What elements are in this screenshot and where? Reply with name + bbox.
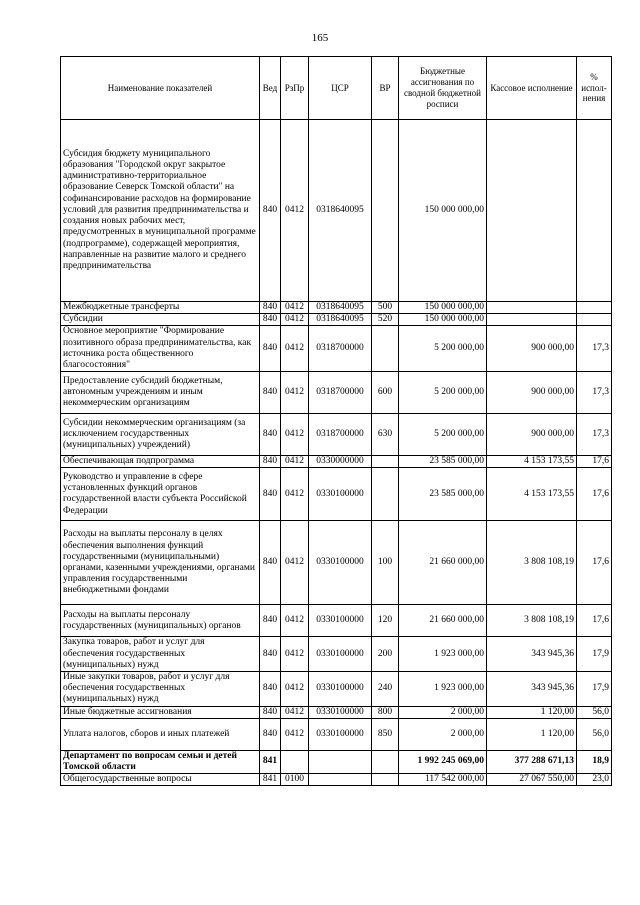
header-csr: ЦСР (309, 57, 372, 120)
row-assignment: 5 200 000,00 (399, 372, 487, 414)
table-row (61, 774, 612, 786)
row-cash-execution: 3 808 108,19 (487, 521, 577, 605)
row-rzpr: 0412 (281, 302, 309, 314)
row-ved: 840 (260, 456, 281, 468)
row-vr: 100 (372, 521, 399, 605)
row-name: Расходы на выплаты персоналу государственных (муниципальных) органов (61, 605, 260, 637)
table-row (61, 372, 612, 414)
budget-table (60, 56, 612, 786)
row-cash-execution: 4 153 173,55 (487, 468, 577, 521)
row-vr (372, 120, 399, 302)
row-vr: 520 (372, 314, 399, 326)
row-vr: 240 (372, 672, 399, 707)
row-assignment: 23 585 000,00 (399, 456, 487, 468)
row-percent: 56,0 (577, 706, 612, 718)
table-row (61, 637, 612, 672)
row-rzpr: 0412 (281, 414, 309, 456)
row-ved: 840 (260, 414, 281, 456)
row-rzpr: 0412 (281, 314, 309, 326)
row-name: Субсидии некоммерческим организациям (за исключением государственных (муниципальных) учреждений) (61, 414, 260, 456)
row-ved: 840 (260, 672, 281, 707)
table-row (61, 302, 612, 314)
row-name: Субсидии (61, 314, 260, 326)
row-name: Межбюджетные трансферты (61, 302, 260, 314)
row-name: Основное мероприятие "Формирование позитивного образа предпринимательства, как источника роста общественного благосостояния" (61, 326, 260, 372)
row-rzpr: 0412 (281, 326, 309, 372)
row-percent: 56,0 (577, 718, 612, 750)
row-csr: 0318640095 (309, 120, 372, 302)
row-csr (309, 774, 372, 786)
row-ved: 840 (260, 372, 281, 414)
row-csr: 0318640095 (309, 314, 372, 326)
header-ved: Вед (260, 57, 281, 120)
table-row (61, 314, 612, 326)
row-name: Руководство и управление в сфере установленных функций органов государственной власти субъекта Российской Федерации (61, 468, 260, 521)
row-name: Иные закупки товаров, работ и услуг для обеспечения государственных (муниципальных) нужд (61, 672, 260, 707)
row-cash-execution: 4 153 173,55 (487, 456, 577, 468)
row-vr: 120 (372, 605, 399, 637)
row-percent: 17,6 (577, 468, 612, 521)
row-assignment: 21 660 000,00 (399, 605, 487, 637)
row-percent: 23,0 (577, 774, 612, 786)
row-rzpr: 0412 (281, 372, 309, 414)
row-assignment: 23 585 000,00 (399, 468, 487, 521)
table-row (61, 456, 612, 468)
row-csr: 0330100000 (309, 637, 372, 672)
row-name: Уплата налогов, сборов и иных платежей (61, 718, 260, 750)
row-cash-execution: 27 067 550,00 (487, 774, 577, 786)
row-assignment: 1 992 245 069,00 (399, 750, 487, 773)
row-cash-execution: 343 945,36 (487, 672, 577, 707)
header-cash-execution: Кассовое исполнение (487, 57, 577, 120)
table-row (61, 414, 612, 456)
row-vr (372, 774, 399, 786)
row-assignment: 2 000,00 (399, 718, 487, 750)
row-percent: 17,9 (577, 637, 612, 672)
row-vr (372, 456, 399, 468)
row-name: Общегосударственные вопросы (61, 774, 260, 786)
row-vr: 630 (372, 414, 399, 456)
row-csr: 0318700000 (309, 414, 372, 456)
table-row (61, 706, 612, 718)
table-row (61, 521, 612, 605)
row-percent: 17,3 (577, 372, 612, 414)
row-rzpr: 0412 (281, 637, 309, 672)
row-rzpr: 0412 (281, 718, 309, 750)
table-row (61, 672, 612, 707)
header-rzpr: РзПр (281, 57, 309, 120)
row-ved: 841 (260, 774, 281, 786)
row-percent (577, 120, 612, 302)
row-cash-execution: 343 945,36 (487, 637, 577, 672)
row-cash-execution: 3 808 108,19 (487, 605, 577, 637)
row-ved: 840 (260, 521, 281, 605)
table-row (61, 120, 612, 302)
row-name: Субсидия бюджету муниципального образования "Городской округ закрытое административно-территориальное образование Северск Томской области" на софинансирование расходов на формирование условий для развития предпринимательства и создания новых рабочих мест, предусмотренных в муниципальной программе (подпрограмме), содержащей мероприятия, направленные на развитие малого и среднего предпринимательства (61, 120, 260, 302)
row-vr: 850 (372, 718, 399, 750)
row-vr: 600 (372, 372, 399, 414)
row-rzpr: 0412 (281, 456, 309, 468)
row-cash-execution: 1 120,00 (487, 718, 577, 750)
row-rzpr: 0412 (281, 706, 309, 718)
row-cash-execution: 900 000,00 (487, 326, 577, 372)
row-rzpr: 0100 (281, 774, 309, 786)
header-name: Наименование показателей (61, 57, 260, 120)
row-assignment: 1 923 000,00 (399, 672, 487, 707)
row-percent (577, 302, 612, 314)
row-ved: 840 (260, 605, 281, 637)
row-ved: 840 (260, 718, 281, 750)
row-assignment: 150 000 000,00 (399, 314, 487, 326)
header-vr: ВР (372, 57, 399, 120)
row-cash-execution: 900 000,00 (487, 372, 577, 414)
row-name: Департамент по вопросам семьи и детей Томской области (61, 750, 260, 773)
row-assignment: 5 200 000,00 (399, 326, 487, 372)
row-ved: 840 (260, 120, 281, 302)
row-percent: 17,9 (577, 672, 612, 707)
row-percent: 17,3 (577, 414, 612, 456)
row-rzpr: 0412 (281, 120, 309, 302)
row-csr: 0330100000 (309, 672, 372, 707)
row-vr: 200 (372, 637, 399, 672)
row-ved: 840 (260, 637, 281, 672)
table-row (61, 468, 612, 521)
row-assignment: 21 660 000,00 (399, 521, 487, 605)
row-percent: 17,3 (577, 326, 612, 372)
row-percent: 18,9 (577, 750, 612, 773)
row-ved: 840 (260, 326, 281, 372)
row-csr: 0318700000 (309, 372, 372, 414)
row-rzpr: 0412 (281, 605, 309, 637)
row-assignment: 150 000 000,00 (399, 120, 487, 302)
row-ved: 840 (260, 468, 281, 521)
row-rzpr: 0412 (281, 521, 309, 605)
row-vr (372, 326, 399, 372)
row-name: Предоставление субсидий бюджетным, автономным учреждениям и иным некоммерческим организациям (61, 372, 260, 414)
row-name: Обеспечивающая подпрограмма (61, 456, 260, 468)
row-assignment: 2 000,00 (399, 706, 487, 718)
row-percent: 17,6 (577, 521, 612, 605)
row-csr: 0330000000 (309, 456, 372, 468)
row-percent: 17,6 (577, 605, 612, 637)
row-assignment: 5 200 000,00 (399, 414, 487, 456)
row-cash-execution (487, 302, 577, 314)
row-name: Закупка товаров, работ и услуг для обеспечения государственных (муниципальных) нужд (61, 637, 260, 672)
row-assignment: 150 000 000,00 (399, 302, 487, 314)
row-csr: 0330100000 (309, 718, 372, 750)
row-cash-execution (487, 314, 577, 326)
row-ved: 840 (260, 706, 281, 718)
row-cash-execution: 377 288 671,13 (487, 750, 577, 773)
row-percent (577, 314, 612, 326)
row-cash-execution (487, 120, 577, 302)
row-ved: 841 (260, 750, 281, 773)
table-row (61, 605, 612, 637)
row-csr: 0330100000 (309, 468, 372, 521)
row-vr: 500 (372, 302, 399, 314)
row-csr (309, 750, 372, 773)
page-number: 165 (311, 32, 329, 44)
row-vr: 800 (372, 706, 399, 718)
row-ved: 840 (260, 314, 281, 326)
row-assignment: 1 923 000,00 (399, 637, 487, 672)
row-name: Расходы на выплаты персоналу в целях обеспечения выполнения функций государственными (муниципальными) органами, казенными учреждениями, органами управления государственными внебюджетными фондами (61, 521, 260, 605)
table-row (61, 326, 612, 372)
table-row (61, 718, 612, 750)
row-csr: 0318700000 (309, 326, 372, 372)
row-rzpr: 0412 (281, 672, 309, 707)
table-header-row (61, 57, 612, 120)
row-cash-execution: 1 120,00 (487, 706, 577, 718)
row-csr: 0318640095 (309, 302, 372, 314)
header-percent: % испол-нения (577, 57, 612, 120)
row-ved: 840 (260, 302, 281, 314)
table-row (61, 750, 612, 773)
row-csr: 0330100000 (309, 521, 372, 605)
header-assignments: Бюджетные ассигнования по сводной бюджетной росписи (399, 57, 487, 120)
row-rzpr (281, 750, 309, 773)
row-vr (372, 750, 399, 773)
row-percent: 17,6 (577, 456, 612, 468)
row-cash-execution: 900 000,00 (487, 414, 577, 456)
row-name: Иные бюджетные ассигнования (61, 706, 260, 718)
row-assignment: 117 542 000,00 (399, 774, 487, 786)
row-csr: 0330100000 (309, 706, 372, 718)
row-csr: 0330100000 (309, 605, 372, 637)
row-rzpr: 0412 (281, 468, 309, 521)
row-vr (372, 468, 399, 521)
